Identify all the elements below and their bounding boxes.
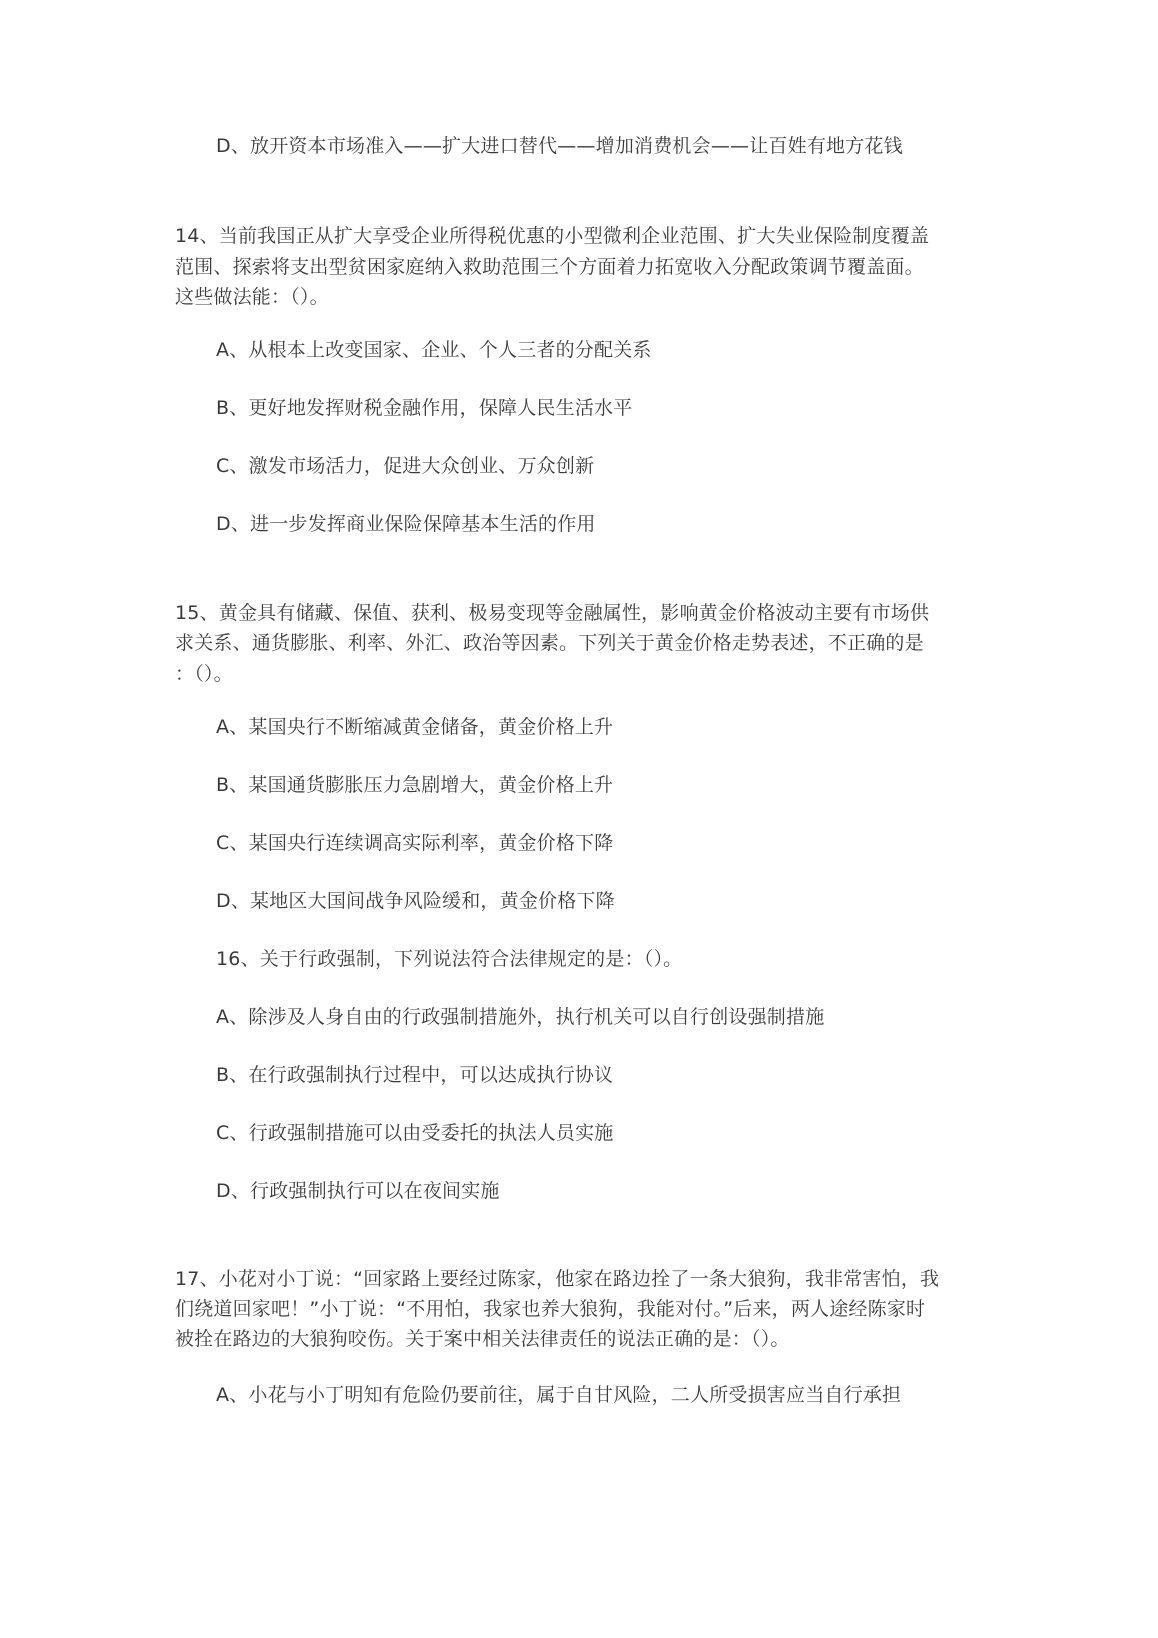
question-16-option-b: B、在行政强制执行过程中，可以达成执行协议 [216,1064,614,1086]
question-14-stem-line-3: 这些做法能：（）。 [175,286,329,308]
question-14-option-c: C、激发市场活力，促进大众创业、万众创新 [216,455,595,477]
question-17-stem-line-3: 被拴在路边的大狼狗咬伤。关于案中相关法律责任的说法正确的是：（）。 [175,1328,790,1350]
question-14-option-a: A、从根本上改变国家、企业、个人三者的分配关系 [216,339,652,361]
question-15-option-d: D、某地区大国间战争风险缓和，黄金价格下降 [216,890,615,912]
question-17-stem-line-1: 17、小花对小丁说：“回家路上要经过陈家，他家在路边拴了一条大狼狗，我非常害怕，我 [175,1268,940,1290]
question-15-option-c: C、某国央行连续调高实际利率，黄金价格下降 [216,832,614,854]
question-15-option-a: A、某国央行不断缩减黄金储备，黄金价格上升 [216,716,614,738]
question-17-stem-line-2: 们绕道回家吧！”小丁说：“不用怕，我家也养大狼狗，我能对付。”后来，两人途经陈家时 [175,1298,926,1320]
question-17-option-a: A、小花与小丁明知有危险仍要前往，属于自甘风险，二人所受损害应当自行承担 [216,1384,902,1406]
question-16-option-c: C、行政强制措施可以由受委托的执法人员实施 [216,1122,614,1144]
question-16-stem: 16、关于行政强制，下列说法符合法律规定的是：（）。 [216,948,683,970]
prev-question-option-d: D、放开资本市场准入——扩大进口替代——增加消费机会——让百姓有地方花钱 [216,135,903,157]
question-15-stem-line-3: ：（）。 [175,663,233,685]
question-14-stem-line-2: 范围、探索将支出型贫困家庭纳入救助范围三个方面着力拓宽收入分配政策调节覆盖面。 [175,256,924,278]
question-14-option-b: B、更好地发挥财税金融作用，保障人民生活水平 [216,397,633,419]
question-16-option-a: A、除涉及人身自由的行政强制措施外，执行机关可以自行创设强制措施 [216,1006,825,1028]
question-15-stem-line-1: 15、黄金具有储藏、保值、获利、极易变现等金融属性，影响黄金价格波动主要有市场供 [175,602,930,624]
question-15-stem-line-2: 求关系、通货膨胀、利率、外汇、政治等因素。下列关于黄金价格走势表述，不正确的是 [175,632,924,654]
question-15-option-b: B、某国通货膨胀压力急剧增大，黄金价格上升 [216,774,614,796]
question-14-option-d: D、进一步发挥商业保险保障基本生活的作用 [216,513,596,535]
question-16-option-d: D、行政强制执行可以在夜间实施 [216,1180,500,1202]
question-14-stem-line-1: 14、当前我国正从扩大享受企业所得税优惠的小型微利企业范围、扩大失业保险制度覆盖 [175,225,930,247]
